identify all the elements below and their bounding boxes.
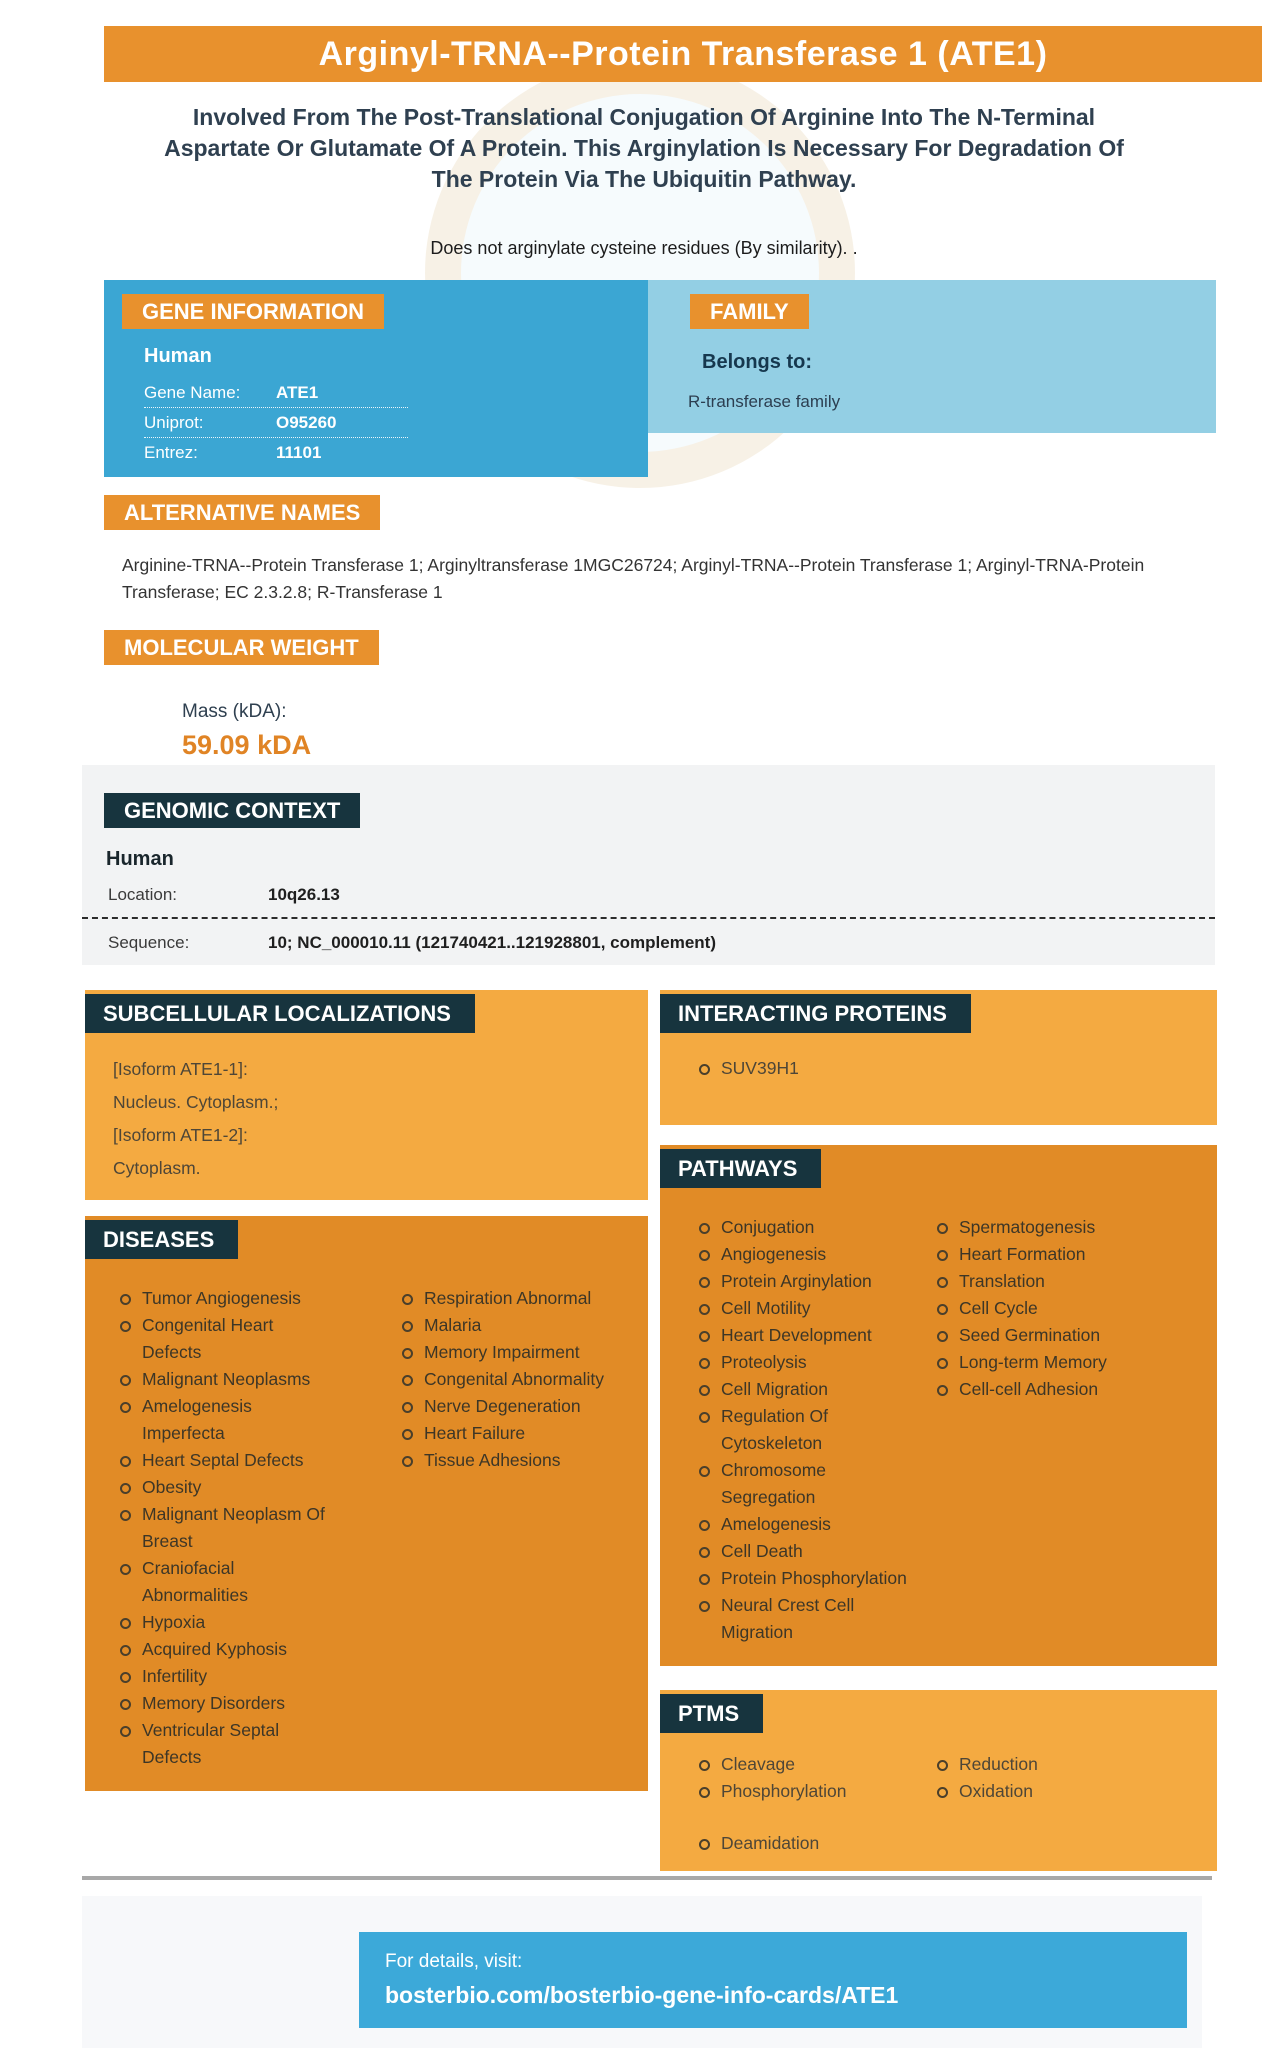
alternative-names-section: [104, 495, 1196, 606]
pathways-list-col1: [692, 1214, 930, 1646]
entrez-value: 11101: [276, 443, 322, 462]
list-item: Protein Arginylation: [692, 1268, 917, 1295]
page-title-bar: [104, 26, 1262, 82]
list-item: Heart Formation: [930, 1241, 1107, 1268]
list-item: Phosphorylation: [692, 1778, 930, 1805]
gene-name-row: [144, 378, 408, 408]
ptms-list-col1: [692, 1751, 930, 1857]
pathways-section: [660, 1145, 1217, 1666]
subcellular-localizations-heading: SUBCELLULAR LOCALIZATIONS: [85, 994, 475, 1033]
entrez-label: Entrez:: [144, 443, 198, 462]
list-item: SUV39H1: [692, 1055, 1217, 1082]
list-item: Neural Crest Cell Migration: [692, 1592, 917, 1646]
list-item: Reduction: [930, 1751, 1038, 1778]
list-item: Tumor Angiogenesis: [113, 1285, 332, 1312]
genomic-context-heading: GENOMIC CONTEXT: [104, 793, 360, 828]
function-note: Does not arginylate cysteine residues (By similarity). .: [430, 238, 858, 258]
location-label: Location:: [108, 885, 177, 904]
footer-url: bosterbio.com/bosterbio-gene-info-cards/ATE1: [385, 1982, 899, 2008]
list-item: Angiogenesis: [692, 1241, 917, 1268]
subcellular-localizations-section: [85, 990, 648, 1200]
pathways-list-col2: [930, 1214, 1107, 1646]
diseases-list-col2: [395, 1285, 604, 1771]
ptms-columns: [692, 1751, 1217, 1857]
uniprot-value: O95260: [276, 413, 337, 432]
list-item: Congenital Heart Defects: [113, 1312, 332, 1366]
diseases-list-col1: [113, 1285, 395, 1771]
list-item: Craniofacial Abnormalities: [113, 1555, 332, 1609]
dashed-separator: [82, 917, 1215, 919]
list-item: Hypoxia: [113, 1609, 332, 1636]
diseases-heading: DISEASES: [85, 1220, 238, 1259]
list-item: [Isoform ATE1-1]:: [113, 1059, 248, 1079]
list-item: Heart Failure: [395, 1420, 604, 1447]
list-item: Cell Motility: [692, 1295, 917, 1322]
list-item: Ventricular Septal Defects: [113, 1717, 332, 1771]
list-item: Proteolysis: [692, 1349, 917, 1376]
family-heading: FAMILY: [690, 294, 809, 329]
interacting-proteins-section: [660, 990, 1217, 1125]
uniprot-label: Uniprot:: [144, 413, 204, 432]
list-item: Cell Death: [692, 1538, 917, 1565]
list-item: Memory Impairment: [395, 1339, 604, 1366]
uniprot-row: [144, 408, 408, 438]
diseases-section: [85, 1216, 648, 1791]
ptms-section: [660, 1690, 1217, 1871]
gene-information-heading: GENE INFORMATION: [122, 294, 384, 329]
list-item: Nerve Degeneration: [395, 1393, 604, 1420]
list-item: Translation: [930, 1268, 1107, 1295]
list-item: Chromosome Segregation: [692, 1457, 917, 1511]
genomic-context-section: [82, 765, 1215, 965]
footer: [82, 1896, 1202, 2048]
footer-divider-line: [82, 1876, 1212, 1880]
list-item: Cell-cell Adhesion: [930, 1376, 1107, 1403]
page-title: Arginyl-TRNA--Protein Transferase 1 (ATE1): [318, 34, 1048, 73]
list-item: Protein Phosphorylation: [692, 1565, 917, 1592]
list-item: Obesity: [113, 1474, 332, 1501]
location-row: [108, 885, 1215, 905]
gene-name-label: Gene Name:: [144, 383, 241, 402]
family-value: R-transferase family: [688, 392, 841, 411]
alternative-names-text: Arginine-TRNA--Protein Transferase 1; Arginyltransferase 1MGC26724; Arginyl-TRNA--Protein Transferase 1; Arginyl-TRNA-Protein Transferase; EC 2.3.2.8; R-Transferase 1: [122, 555, 1145, 602]
list-item: Cell Cycle: [930, 1295, 1107, 1322]
ptms-list-col2: [930, 1751, 1038, 1857]
molecular-weight-heading: MOLECULAR WEIGHT: [104, 630, 379, 665]
list-item: Malignant Neoplasm Of Breast: [113, 1501, 332, 1555]
list-item: Deamidation: [692, 1830, 930, 1857]
list-item: Cytoplasm.: [113, 1158, 201, 1178]
list-item: Respiration Abnormal: [395, 1285, 604, 1312]
list-item: Memory Disorders: [113, 1690, 332, 1717]
list-item: Oxidation: [930, 1778, 1038, 1805]
molecular-weight-section: [104, 630, 744, 761]
lower-left-column: [85, 990, 648, 1791]
gene-name-value: ATE1: [276, 383, 319, 402]
list-item: Conjugation: [692, 1214, 917, 1241]
pathways-columns: [692, 1214, 1217, 1646]
mass-value: 59.09 kDA: [182, 730, 312, 760]
diseases-columns: [113, 1285, 648, 1771]
sequence-label: Sequence:: [108, 933, 190, 952]
list-item: Long-term Memory: [930, 1349, 1107, 1376]
list-item: Nucleus. Cytoplasm.;: [113, 1092, 279, 1112]
gene-species: Human: [144, 345, 212, 367]
footer-visit-label: For details, visit:: [385, 1951, 523, 1972]
gene-info-table: [144, 378, 408, 467]
list-item: Infertility: [113, 1663, 332, 1690]
list-item: Cleavage: [692, 1751, 930, 1778]
list-item: Heart Septal Defects: [113, 1447, 332, 1474]
list-item: Cell Migration: [692, 1376, 917, 1403]
location-value: 10q26.13: [268, 885, 340, 904]
list-item: Heart Development: [692, 1322, 917, 1349]
family-section: [648, 280, 1216, 433]
list-item: Acquired Kyphosis: [113, 1636, 332, 1663]
list-item: [Isoform ATE1-2]:: [113, 1125, 248, 1145]
interacting-proteins-list: [692, 1055, 1217, 1082]
interacting-proteins-heading: INTERACTING PROTEINS: [660, 994, 971, 1033]
gene-information-section: [104, 280, 648, 477]
list-item: Amelogenesis: [692, 1511, 917, 1538]
family-belongs-label: Belongs to:: [702, 351, 812, 373]
page-subtitle: Involved From The Post-Translational Conjugation Of Arginine Into The N-Terminal Aspartate Or Glutamate Of A Protein. This Arginylation Is Necessary For Degradation Of The Protein Via The Ubiquitin Pathway.: [164, 104, 1124, 192]
sequence-row: [108, 933, 1215, 953]
genomic-species: Human: [106, 848, 174, 870]
list-item: Regulation Of Cytoskeleton: [692, 1403, 917, 1457]
footer-details-box: [359, 1932, 1187, 2028]
mass-label: Mass (kDA):: [182, 701, 287, 722]
ptms-heading: PTMS: [660, 1694, 763, 1733]
list-item: Spermatogenesis: [930, 1214, 1107, 1241]
sequence-value: 10; NC_000010.11 (121740421..121928801, complement): [268, 933, 716, 952]
entrez-row: [144, 438, 408, 467]
pathways-heading: PATHWAYS: [660, 1149, 821, 1188]
lower-right-column: [660, 990, 1217, 1871]
list-item: Malaria: [395, 1312, 604, 1339]
list-item: Amelogenesis Imperfecta: [113, 1393, 332, 1447]
list-item: Tissue Adhesions: [395, 1447, 604, 1474]
list-item: Malignant Neoplasms: [113, 1366, 332, 1393]
subcellular-lines: [113, 1057, 648, 1180]
alternative-names-heading: ALTERNATIVE NAMES: [104, 495, 380, 530]
list-item: Seed Germination: [930, 1322, 1107, 1349]
list-item: Congenital Abnormality: [395, 1366, 604, 1393]
